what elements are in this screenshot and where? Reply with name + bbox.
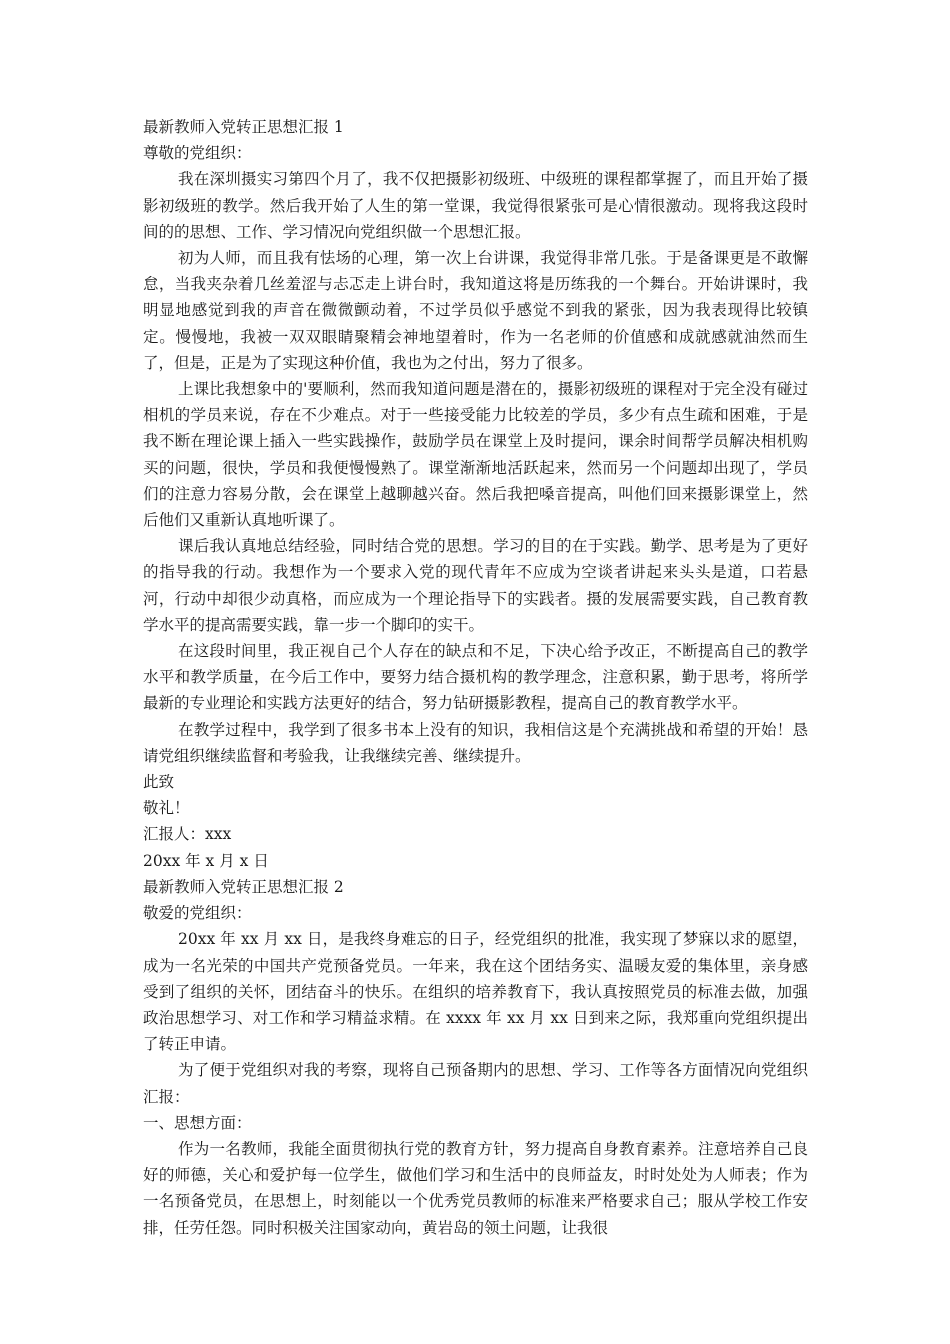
doc1-paragraph-4: 课后我认真地总结经验，同时结合党的思想。学习的目的在于实践。勤学、思考是为了更好的指导我的行动。我想作为一个要求入党的现代青年不应成为空谈者讲起来头头是道，口若悬河，行动中却很少动真格，而应成为一个理论指导下的实践者。摄的发展需要实践，自己教育教学水平的提高需要实践，靠一步一个脚印的实干。: [143, 537, 808, 634]
doc1-paragraph-1: 我在深圳摄实习第四个月了，我不仅把摄影初级班、中级班的课程都掌握了，而且开始了摄影初级班的教学。然后我开始了人生的第一堂课，我觉得很紧张可是心情很激动。现将我这段时间的的思想、工作、学习情况向党组织做一个思想汇报。: [143, 170, 808, 241]
doc1-title: 最新教师入党转正思想汇报 1: [143, 118, 344, 136]
doc1-closing-1: 此致: [143, 773, 175, 792]
doc1-paragraph-5: 在这段时间里，我正视自己个人存在的缺点和不足，下决心给予改正，不断提高自己的教学水平和教学质量，在今后工作中，要努力结合摄机构的教学理念，注意积累，勤于思考，将所学最新的专业理论和实践方法更好的结合，努力钻研摄影教程，提高自己的教育教学水平。: [143, 642, 808, 713]
doc1-paragraph-6: 在教学过程中，我学到了很多书本上没有的知识，我相信这是个充满挑战和希望的开始！恳请党组织继续监督和考验我，让我继续完善、继续提升。: [143, 720, 808, 765]
doc2-paragraph-1: 20xx 年 xx 月 xx 日，是我终身难忘的日子，经党组织的批准，我实现了梦寐以求的愿望，成为一名光荣的中国共产党预备党员。一年来，我在这个团结务实、温暖友爱的集体里，亲身感受到了组织的关怀，团结奋斗的快乐。在组织的培养教育下，我认真按照党员的标准去做，加强政治思想学习、对工作和学习精益求精。在 xxxx 年 xx 月 xx 日到来之际，我郑重向党组织提出了转正申请。: [143, 930, 808, 1054]
doc2-paragraph-2: 为了便于党组织对我的考察，现将自己预备期内的思想、学习、工作等各方面情况向党组织汇报：: [143, 1061, 808, 1106]
doc1-closing-2: 敬礼！: [143, 799, 190, 818]
doc2-section-heading: 一、思想方面：: [143, 1113, 252, 1132]
doc1-salutation: 尊敬的党组织：: [143, 144, 252, 163]
doc1-reporter: 汇报人：xxx: [143, 825, 232, 844]
doc2-section-text: 作为一名教师，我能全面贯彻执行党的教育方针，努力提高自身教育素养。注意培养自己良好的师德，关心和爱护每一位学生，做他们学习和生活中的良师益友，时时处处为人师表；作为一名预备党员，在思想上，时刻能以一个优秀党员教师的标准来严格要求自己；服从学校工作安排，任劳任怨。同时积极关注国家动向，黄岩岛的领土问题，让我很: [143, 1139, 808, 1237]
doc1-paragraph-2: 初为人师，而且我有怯场的心理，第一次上台讲课，我觉得非常几张。于是备课更是不敢懈怠，当我夹杂着几丝羞涩与忐忑走上讲台时，我知道这将是历练我的一个舞台。开始讲课时，我明显地感觉到我的声音在微微颤动着，不过学员似乎感觉不到我的紧张，因为我表现得比较镇定。慢慢地，我被一双双眼睛聚精会神地望着时，作为一名老师的价值感和成就感就油然而生了，但是，正是为了实现这种价值，我也为之付出，努力了很多。: [143, 249, 808, 372]
doc1-paragraph-3: 上课比我想象中的'要顺利，然而我知道问题是潜在的，摄影初级班的课程对于完全没有碰过相机的学员来说，存在不少难点。对于一些接受能力比较差的学员，多少有点生疏和困难，于是我不断在理论课上插入一些实践操作，鼓励学员在课堂上及时提问，课余时间帮学员解决相机购买的问题，很快，学员和我便慢慢熟了。课堂渐渐地活跃起来，然而另一个问题却出现了，学员们的注意力容易分散，会在课堂上越聊越兴奋。然后我把嗓音提高，叫他们回来摄影课堂上，然后他们又重新认真地听课了。: [143, 380, 808, 530]
document-body: [143, 114, 808, 1241]
doc2-salutation: 敬爱的党组织：: [143, 904, 252, 923]
doc2-title: 最新教师入党转正思想汇报 2: [143, 877, 344, 896]
doc1-date: 20xx 年 x 月 x 日: [143, 851, 269, 870]
